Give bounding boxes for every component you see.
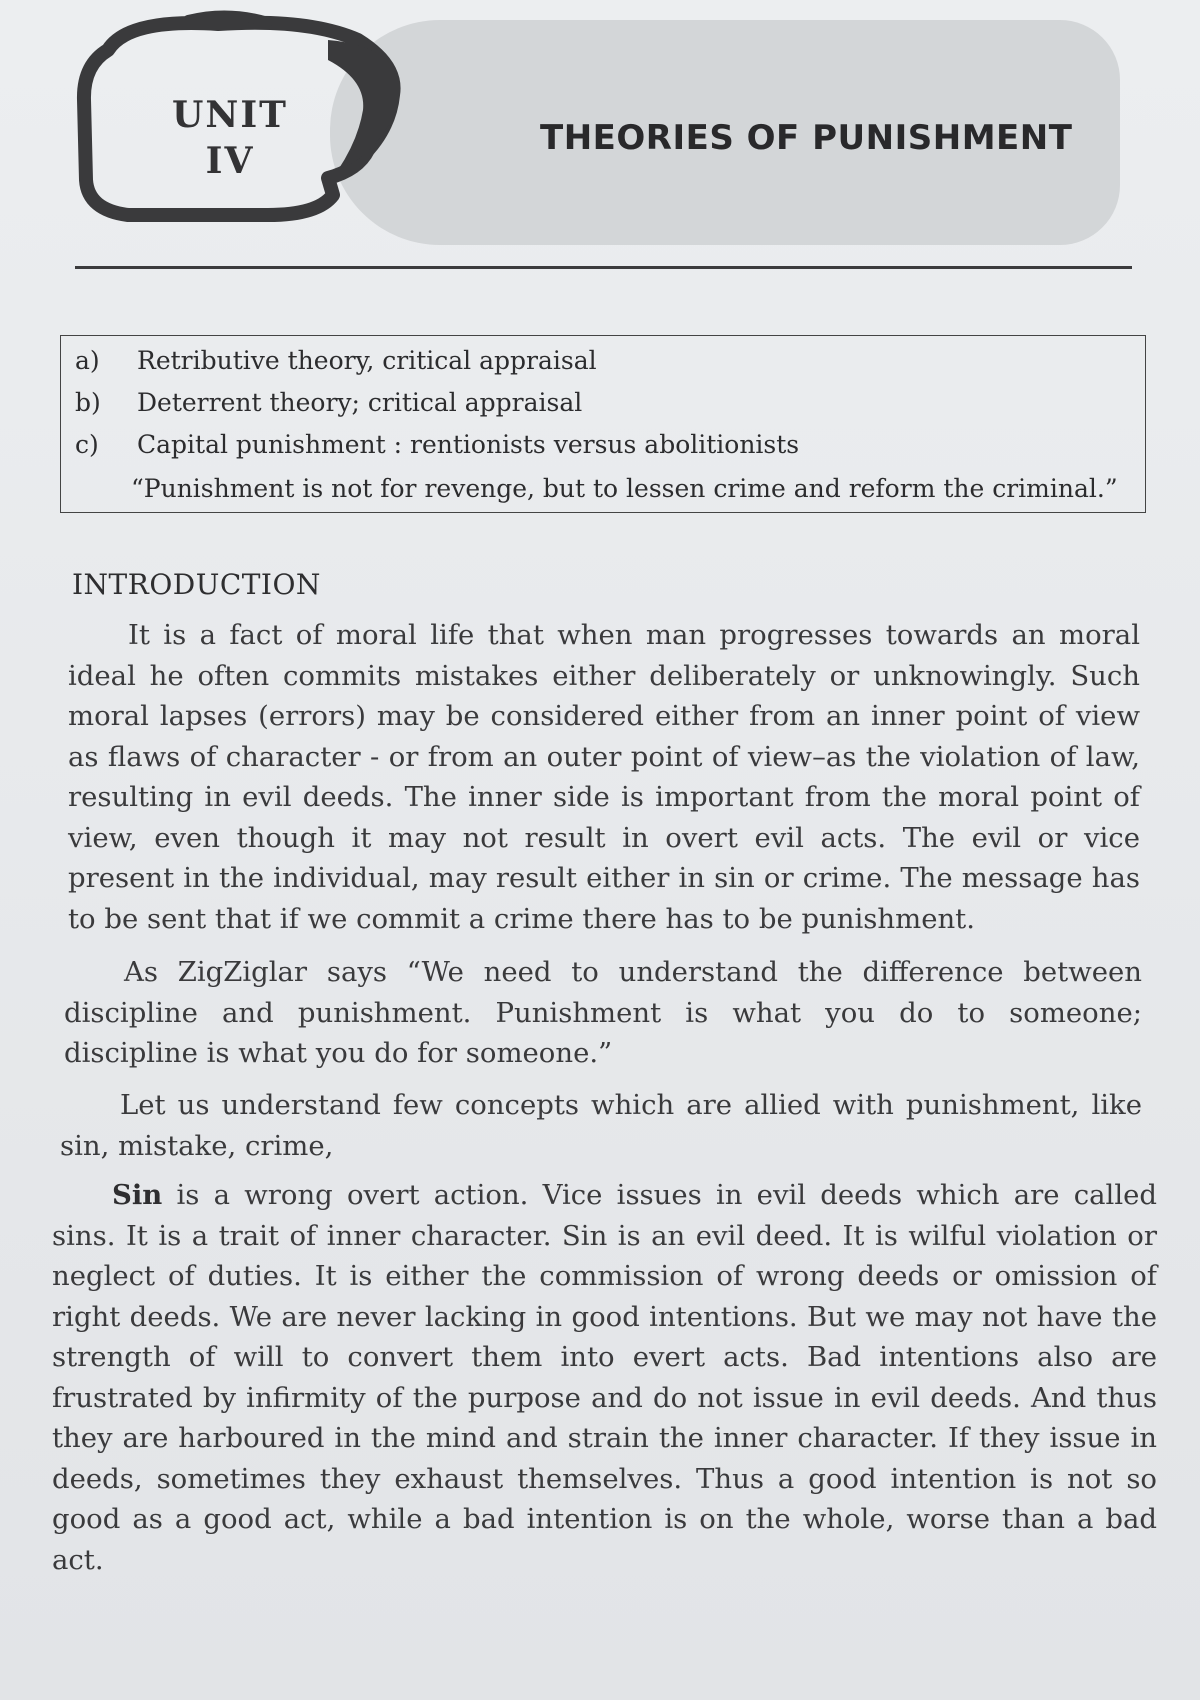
paragraph-text: is a wrong overt action. Vice issues in evil deeds which are called sins. It is a trait of inner character. Sin is an evil deed. It is wilful violation or neglect of duties. It is either the commission of wrong deeds or omission of right deeds. We are never lacking in good intentions. But we may not have the strength of will to convert them into evert acts. Bad intentions also are frustrated by infirmity of the purpose and do not issue in evil deeds. And thus they are harboured in the mind and strain the inner character. If they issue in deeds, sometimes they exhaust themselves. Thus a good intention is not so good as a good act, while a bad intention is on the whole, worse than a bad act. [52, 1179, 1157, 1576]
outline-item-text: Capital punishment : rentionists versus abolitionists [137, 430, 800, 459]
paragraph-text: Let us understand few concepts which are allied with punishment, like sin, mistake, crime, [60, 1089, 1142, 1162]
section-heading-introduction: INTRODUCTION [72, 568, 321, 601]
outline-item-text: Deterrent theory; critical appraisal [137, 388, 583, 417]
paragraph [68, 615, 1140, 939]
header-divider [75, 266, 1132, 269]
outline-item-letter: a) [75, 346, 100, 375]
unit-word: UNIT [172, 94, 288, 136]
chapter-outline-box [60, 335, 1146, 513]
paragraph [60, 1085, 1142, 1166]
page-title: THEORIES OF PUNISHMENT [540, 118, 1073, 158]
outline-item [75, 346, 597, 375]
unit-label [160, 92, 300, 184]
unit-number: IV [205, 140, 255, 182]
paragraph-text: As ZigZiglar says “We need to understand the difference between discipline and punishment. Punishment is what you do to someone; discipline is what you do for someone.” [64, 956, 1142, 1069]
paragraph [52, 1175, 1157, 1580]
outline-item-letter: b) [75, 388, 101, 417]
paragraph [64, 952, 1142, 1074]
outline-item-text: Retributive theory, critical appraisal [137, 346, 597, 375]
outline-quote: “Punishment is not for revenge, but to lessen crime and reform the criminal.” [131, 474, 1118, 503]
outline-item [75, 388, 582, 417]
paragraph-text: It is a fact of moral life that when man progresses towards an moral ideal he often commits mistakes either deliberately or unknowingly. Such moral lapses (errors) may be considered either from an inner point of view as flaws of character - or from an outer point of view–as the violation of law, resulting in evil deeds. The inner side is important from the moral point of view, even though it may not result in overt evil acts. The evil or vice present in the individual, may result either in sin or crime. The message has to be sent that if we commit a crime there has to be punishment. [68, 619, 1140, 935]
term-sin: Sin [112, 1179, 163, 1211]
outline-item [75, 430, 799, 459]
outline-item-letter: c) [75, 430, 99, 459]
